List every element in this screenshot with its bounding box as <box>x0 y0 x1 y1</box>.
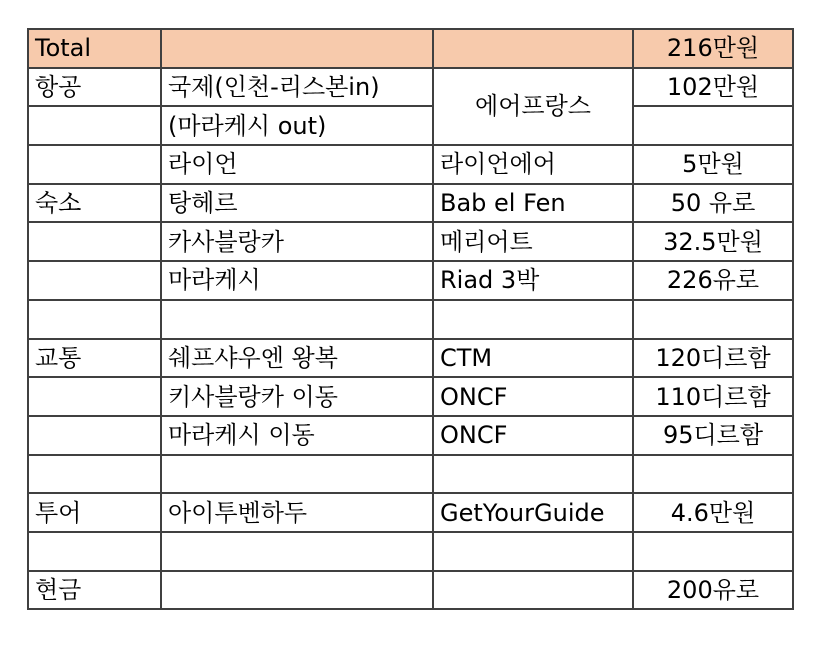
amount-cell: 110디르함 <box>633 377 793 416</box>
amount-cell: 32.5만원 <box>633 222 793 261</box>
table-row <box>28 145 793 184</box>
table-row <box>28 571 793 610</box>
category-cell <box>28 145 161 184</box>
provider-cell <box>433 571 633 610</box>
category-cell <box>28 455 161 494</box>
category-cell: 숙소 <box>28 184 161 223</box>
item-cell <box>161 455 433 494</box>
amount-cell: 102만원 <box>633 68 793 107</box>
amount-cell: 226유로 <box>633 261 793 300</box>
provider-cell: 에어프랑스 <box>433 68 633 145</box>
total-row <box>28 29 793 68</box>
provider-cell: Riad 3박 <box>433 261 633 300</box>
table-row <box>28 493 793 532</box>
amount-cell: 4.6만원 <box>633 493 793 532</box>
table-row <box>28 339 793 378</box>
item-cell <box>161 571 433 610</box>
item-cell: 아이투벤하두 <box>161 493 433 532</box>
item-cell: 마라케시 <box>161 261 433 300</box>
total-item-cell <box>161 29 433 68</box>
item-cell: 탕헤르 <box>161 184 433 223</box>
item-cell: 카사블랑카 <box>161 222 433 261</box>
provider-cell: 메리어트 <box>433 222 633 261</box>
provider-cell: Bab el Fen <box>433 184 633 223</box>
item-cell: 마라케시 이동 <box>161 416 433 455</box>
table-row <box>28 300 793 339</box>
provider-cell: CTM <box>433 339 633 378</box>
provider-cell: ONCF <box>433 416 633 455</box>
item-cell: 쉐프샤우엔 왕복 <box>161 339 433 378</box>
amount-cell: 200유로 <box>633 571 793 610</box>
table-row <box>28 184 793 223</box>
item-cell: (마라케시 out) <box>161 106 433 145</box>
amount-cell <box>633 532 793 571</box>
table-row <box>28 222 793 261</box>
item-cell: 키사블랑카 이동 <box>161 377 433 416</box>
provider-cell: 라이언에어 <box>433 145 633 184</box>
total-provider-cell <box>433 29 633 68</box>
amount-cell <box>633 300 793 339</box>
category-cell <box>28 416 161 455</box>
budget-table <box>27 28 794 610</box>
amount-cell: 120디르함 <box>633 339 793 378</box>
amount-cell: 95디르함 <box>633 416 793 455</box>
provider-cell: ONCF <box>433 377 633 416</box>
table-row <box>28 68 793 107</box>
item-cell <box>161 532 433 571</box>
category-cell <box>28 261 161 300</box>
category-cell: 투어 <box>28 493 161 532</box>
table-row <box>28 455 793 494</box>
item-cell: 국제(인천-리스본in) <box>161 68 433 107</box>
category-cell: 현금 <box>28 571 161 610</box>
provider-cell <box>433 532 633 571</box>
table-row <box>28 377 793 416</box>
item-cell <box>161 300 433 339</box>
total-label: Total <box>28 29 161 68</box>
table-row <box>28 261 793 300</box>
table-row <box>28 106 793 145</box>
amount-cell <box>633 106 793 145</box>
category-cell <box>28 222 161 261</box>
category-cell <box>28 300 161 339</box>
table-row <box>28 416 793 455</box>
amount-cell: 50 유로 <box>633 184 793 223</box>
provider-cell <box>433 300 633 339</box>
table-row <box>28 532 793 571</box>
total-amount: 216만원 <box>633 29 793 68</box>
category-cell <box>28 106 161 145</box>
item-cell: 라이언 <box>161 145 433 184</box>
category-cell <box>28 532 161 571</box>
provider-cell <box>433 455 633 494</box>
category-cell: 교통 <box>28 339 161 378</box>
provider-cell: GetYourGuide <box>433 493 633 532</box>
amount-cell <box>633 455 793 494</box>
category-cell <box>28 377 161 416</box>
amount-cell: 5만원 <box>633 145 793 184</box>
category-cell: 항공 <box>28 68 161 107</box>
